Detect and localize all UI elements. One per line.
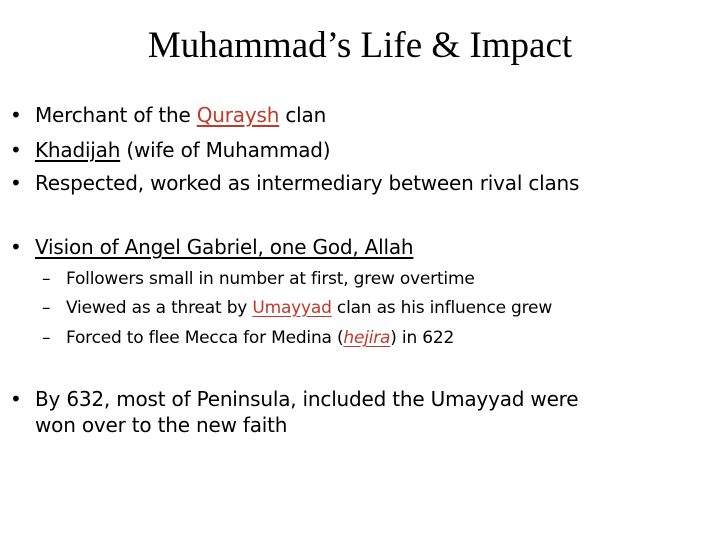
slide-title: Muhammad’s Life & Impact: [147, 25, 573, 66]
umayyad-link[interactable]: Umayyad: [252, 298, 332, 318]
dash-icon: –: [42, 269, 51, 289]
bullet-icon: •: [10, 235, 22, 259]
quraysh-link[interactable]: Quraysh: [196, 103, 280, 127]
bullet-text: Merchant of the Quraysh clan: [35, 103, 327, 127]
bullet-text: won over to the new faith: [35, 413, 288, 437]
bullet-text: Respected, worked as intermediary between rival clans: [35, 171, 580, 195]
bullet-icon: •: [10, 138, 22, 162]
subbullet-text: Viewed as a threat by Umayyad clan as his influence grew: [66, 298, 553, 318]
bullet-icon: •: [10, 103, 22, 127]
bullet-icon: •: [10, 171, 22, 195]
khadijah-link[interactable]: Khadijah: [35, 138, 121, 162]
bullet-text: By 632, most of Peninsula, included the Umayyad were: [35, 387, 579, 411]
bullet-icon: •: [10, 387, 22, 411]
hejira-link[interactable]: hejira: [343, 328, 391, 348]
bullet-text: Khadijah (wife of Muhammad): [35, 138, 331, 162]
subbullet-text: Followers small in number at first, grew overtime: [66, 269, 475, 289]
dash-icon: –: [42, 328, 51, 348]
dash-icon: –: [42, 298, 51, 318]
subbullet-text: Forced to flee Mecca for Medina (hejira) in 622: [66, 328, 455, 348]
vision-link[interactable]: Vision of Angel Gabriel, one God, Allah: [35, 235, 414, 259]
